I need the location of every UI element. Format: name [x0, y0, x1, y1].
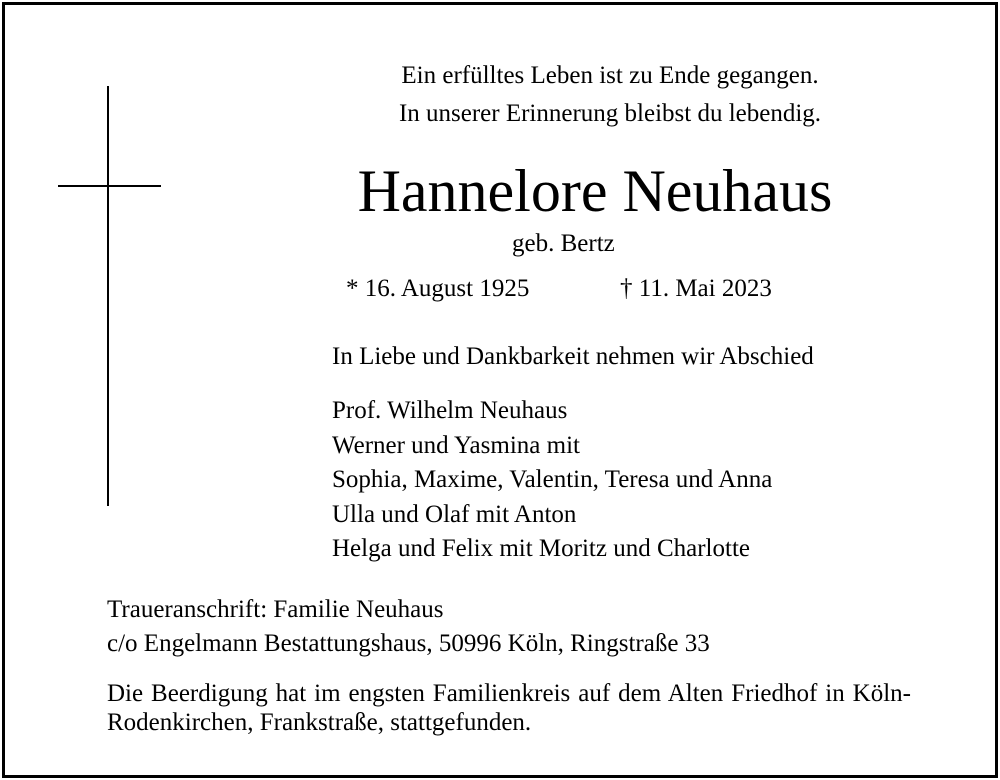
- death-date: † 11. Mai 2023: [620, 275, 772, 302]
- mourner-item: Ulla und Olaf mit Anton: [332, 500, 577, 528]
- mourner-item: Sophia, Maxime, Valentin, Teresa und Anna: [332, 466, 773, 493]
- cross-icon-vertical: [107, 86, 109, 506]
- maiden-name: geb. Bertz: [512, 230, 615, 257]
- deceased-name: Hannelore Neuhaus: [357, 158, 833, 224]
- mourning-address-line-1: Traueranschrift: Familie Neuhaus: [107, 596, 444, 623]
- mourner-item: Helga und Felix mit Moritz und Charlotte: [332, 535, 750, 562]
- mourner-item: Werner und Yasmina mit: [332, 431, 580, 459]
- mourners-list: [332, 394, 772, 567]
- mourning-address-line-2: c/o Engelmann Bestattungshaus, 50996 Köln, Ringstraße 33: [107, 630, 710, 657]
- funeral-notice: Die Beerdigung hat im engsten Familienkreis auf dem Alten Friedhof in Köln-Rodenkirchen, Frankstraße, stattgefunden.: [107, 680, 911, 736]
- farewell-line: In Liebe und Dankbarkeit nehmen wir Abschied: [332, 343, 814, 370]
- mourner-item: Prof. Wilhelm Neuhaus: [332, 397, 568, 424]
- cross-icon-horizontal: [58, 185, 161, 187]
- motto-line-2: In unserer Erinnerung bleibst du lebendig.: [398, 100, 822, 127]
- birth-date: * 16. August 1925: [346, 275, 530, 302]
- motto-line-1: Ein erfülltes Leben ist zu Ende gegangen.: [401, 62, 819, 89]
